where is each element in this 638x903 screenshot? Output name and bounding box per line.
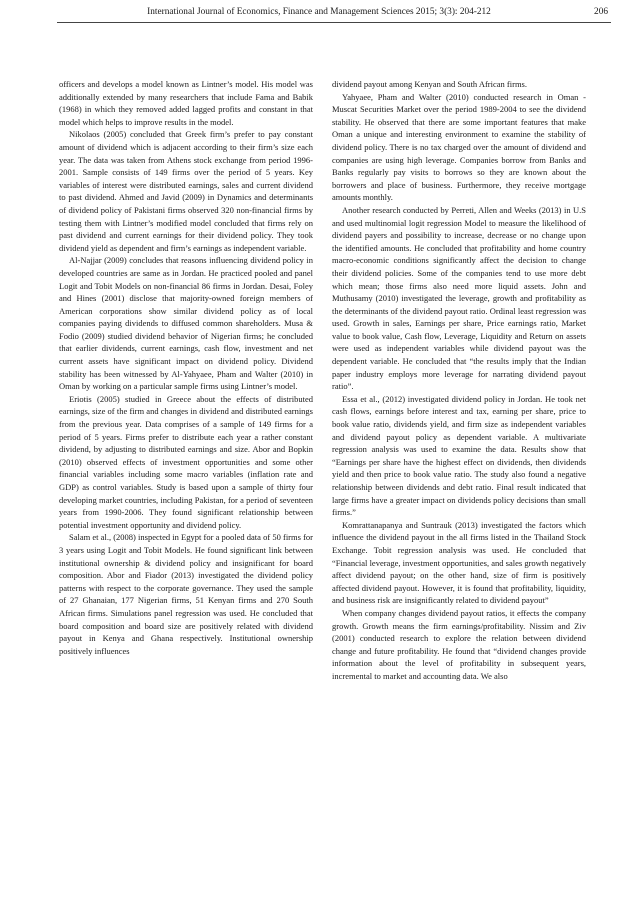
paragraph: Another research conducted by Perreti, Allen and Weeks (2013) in U.S and used multinomial logit regression Model to measure the likelihood of dividend payers and possibility to increase, decrease or no change upon the identified amounts. He concluded that profitability and home country macro-economic conditions significantly affect the decision to change their dividend policies. Some of the companies tend to use more debt which mean; those firms also need more liquid assets. John and Muthusamy (2010) investigated the leverage, growth and profitability as the determinants of the dividend payout ratio. Ordinal least regression was used. Growth in sales, Earnings per share, Price earnings ratio, Market value to book value, Cash flow, Leverage, Liquidity and Return on assets were used as independent variables while dividend payout was the dependent variable. He concluded that “the results imply that the Indian paper industry employs more leverage for narrating dividend payout ratio”. bbox=[332, 204, 586, 392]
paragraph: Al-Najjar (2009) concludes that reasons influencing dividend policy in developed countries are same as in Jordan. He practiced pooled and panel Logit and Tobit Models on non-financial 86 firms in Jordan. Desai, Foley and Hines (2001) disclose that majority-owned foreign members of American corporations show similar dividend policy as of local companies paying dividends to diffused common shareholders. Musa & Fodio (2009) studied dividend behavior of Nigerian firms; he concluded that earlier dividends, current earnings, cash flow, investment and net current assets have significant impact on dividend policy. Dividend stability has been witnessed by Al-Yahyaee, Pham and Walter (2010) in Oman by working on a particular sample firms using Lintner’s model. bbox=[59, 255, 313, 392]
paragraph: When company changes dividend payout ratios, it effects the company growth. Growth means the firm earnings/profitability. Nissim and Ziv (2001) conducted research to explore the relation between dividend change and future profitability. He found that “dividend changes provide information about the level of profitability in subsequent years, incremental to market and accounting data. We also bbox=[332, 607, 586, 681]
right-column bbox=[332, 78, 586, 683]
paragraph: dividend payout among Kenyan and South African firms. bbox=[332, 79, 527, 89]
paragraph: Yahyaee, Pham and Walter (2010) conducted research in Oman - Muscat Securities Market over the period 1989-2004 to see the dividend stability. He observed that there are some important features that make Oman a unique and interesting environment to examine the stability of dividend policy. There is no tax charged over the amount of dividend and companies are using high leverage. Companies borrow from Banks and Banks regularly pay visits to borrows so they are known about the borrowers and place of business. Furthermore, they receive mortgage amounts monthly. bbox=[332, 91, 586, 203]
paragraph: Essa et al., (2012) investigated dividend policy in Jordan. He took net cash flows, earnings before interest and tax, earning per share, price to book value ratio, dividends yield, and firm size as independent variables and dividend payout policy as dependent variable. A multivariate regression analysis was used to examine the data. Results show that “Earnings per share have the highest effect on dividends, then dividends yield and then price to book value ratio. The study also found a negative relationship between dividends and debt ratio. Final result indicated that large firms have a greater impact on dividends policy decisions than small firms.” bbox=[332, 393, 586, 518]
paragraph: Nikolaos (2005) concluded that Greek firm’s prefer to pay constant amount of dividend which is adjacent according to their firm’s size each year. The data was taken from Athens stock exchange from period 1996-2001. Sample consists of 149 firms over the period of 5 years. Key variables of interest were distributed earnings, sales and current dividend to past dividend. Ahmed and Javid (2009) in Dynamics and determinants of dividend policy of Pakistani firms observed 320 non-financial firms by testing them with Lintner’s modified model concluded that firms rely on past dividend and current earnings for their dividend policy. They took dividend yield as dependent and firm’s earnings as independent variable. bbox=[59, 129, 313, 253]
paragraph: Komrattanapanya and Suntrauk (2013) investigated the factors which influence the dividend payout in the all firms listed in the Thailand Stock Exchange. Tobit regression analysis was used. He concluded that “Financial leverage, investment opportunities, and sales growth negatively affect dividend payout; on the other hand, size of firm is positively affected dividend payout. However, it is found that profitability, liquidity, and business risk are insignificantly related to dividend payout” bbox=[332, 519, 586, 606]
page-number: 206 bbox=[594, 7, 608, 17]
running-header bbox=[0, 5, 638, 19]
header-rule bbox=[57, 22, 611, 23]
paragraph: Eriotis (2005) studied in Greece about the effects of distributed earnings, size of the firm and changes in dividend and distributed earnings from the previous year. Data comprises of a sample of 149 firms for a period of 5 years. Firms prefer to distribute each year a rather constant dividend, by adjusting to distributed earnings and size. Abor and Bopkin (2010) observed effects of investment opportunities and some other financial variables including some macro variables (inflation rate and GDP) as control variables. Study is based upon a sample of thirty four developing market countries, including Pakistan, for a period of seventeen years from 1990-2006. They found significant relationship between potential investment opportunity and dividend policy. bbox=[59, 393, 313, 530]
journal-citation: International Journal of Economics, Finance and Management Sciences 2015; 3(3): 204-212 bbox=[147, 7, 491, 17]
paragraph: officers and develops a model known as Lintner’s model. His model was additionally extended by many researchers that include Fama and Babik (1968) in which they removed added lagged profits and constant in that model which helps to improve results in the model. bbox=[59, 79, 313, 127]
paragraph: Salam et al., (2008) inspected in Egypt for a pooled data of 50 firms for 3 years using Logit and Tobit Models. He found significant link between institutional ownership & dividend policy and insignificant for board composition. Abor and Fiador (2013) investigated the dividend policy patterns with respect to the corporate governance. They used the sample of 27 Ghanaian, 177 Nigerian firms, 51 Kenyan firms and 270 South African firms. Simulations panel regression was used. He concluded that board composition and board size are positively related with dividend payout in Kenya and Ghana respectively. Institutional ownership positively influences bbox=[59, 532, 313, 656]
left-column bbox=[59, 78, 313, 657]
